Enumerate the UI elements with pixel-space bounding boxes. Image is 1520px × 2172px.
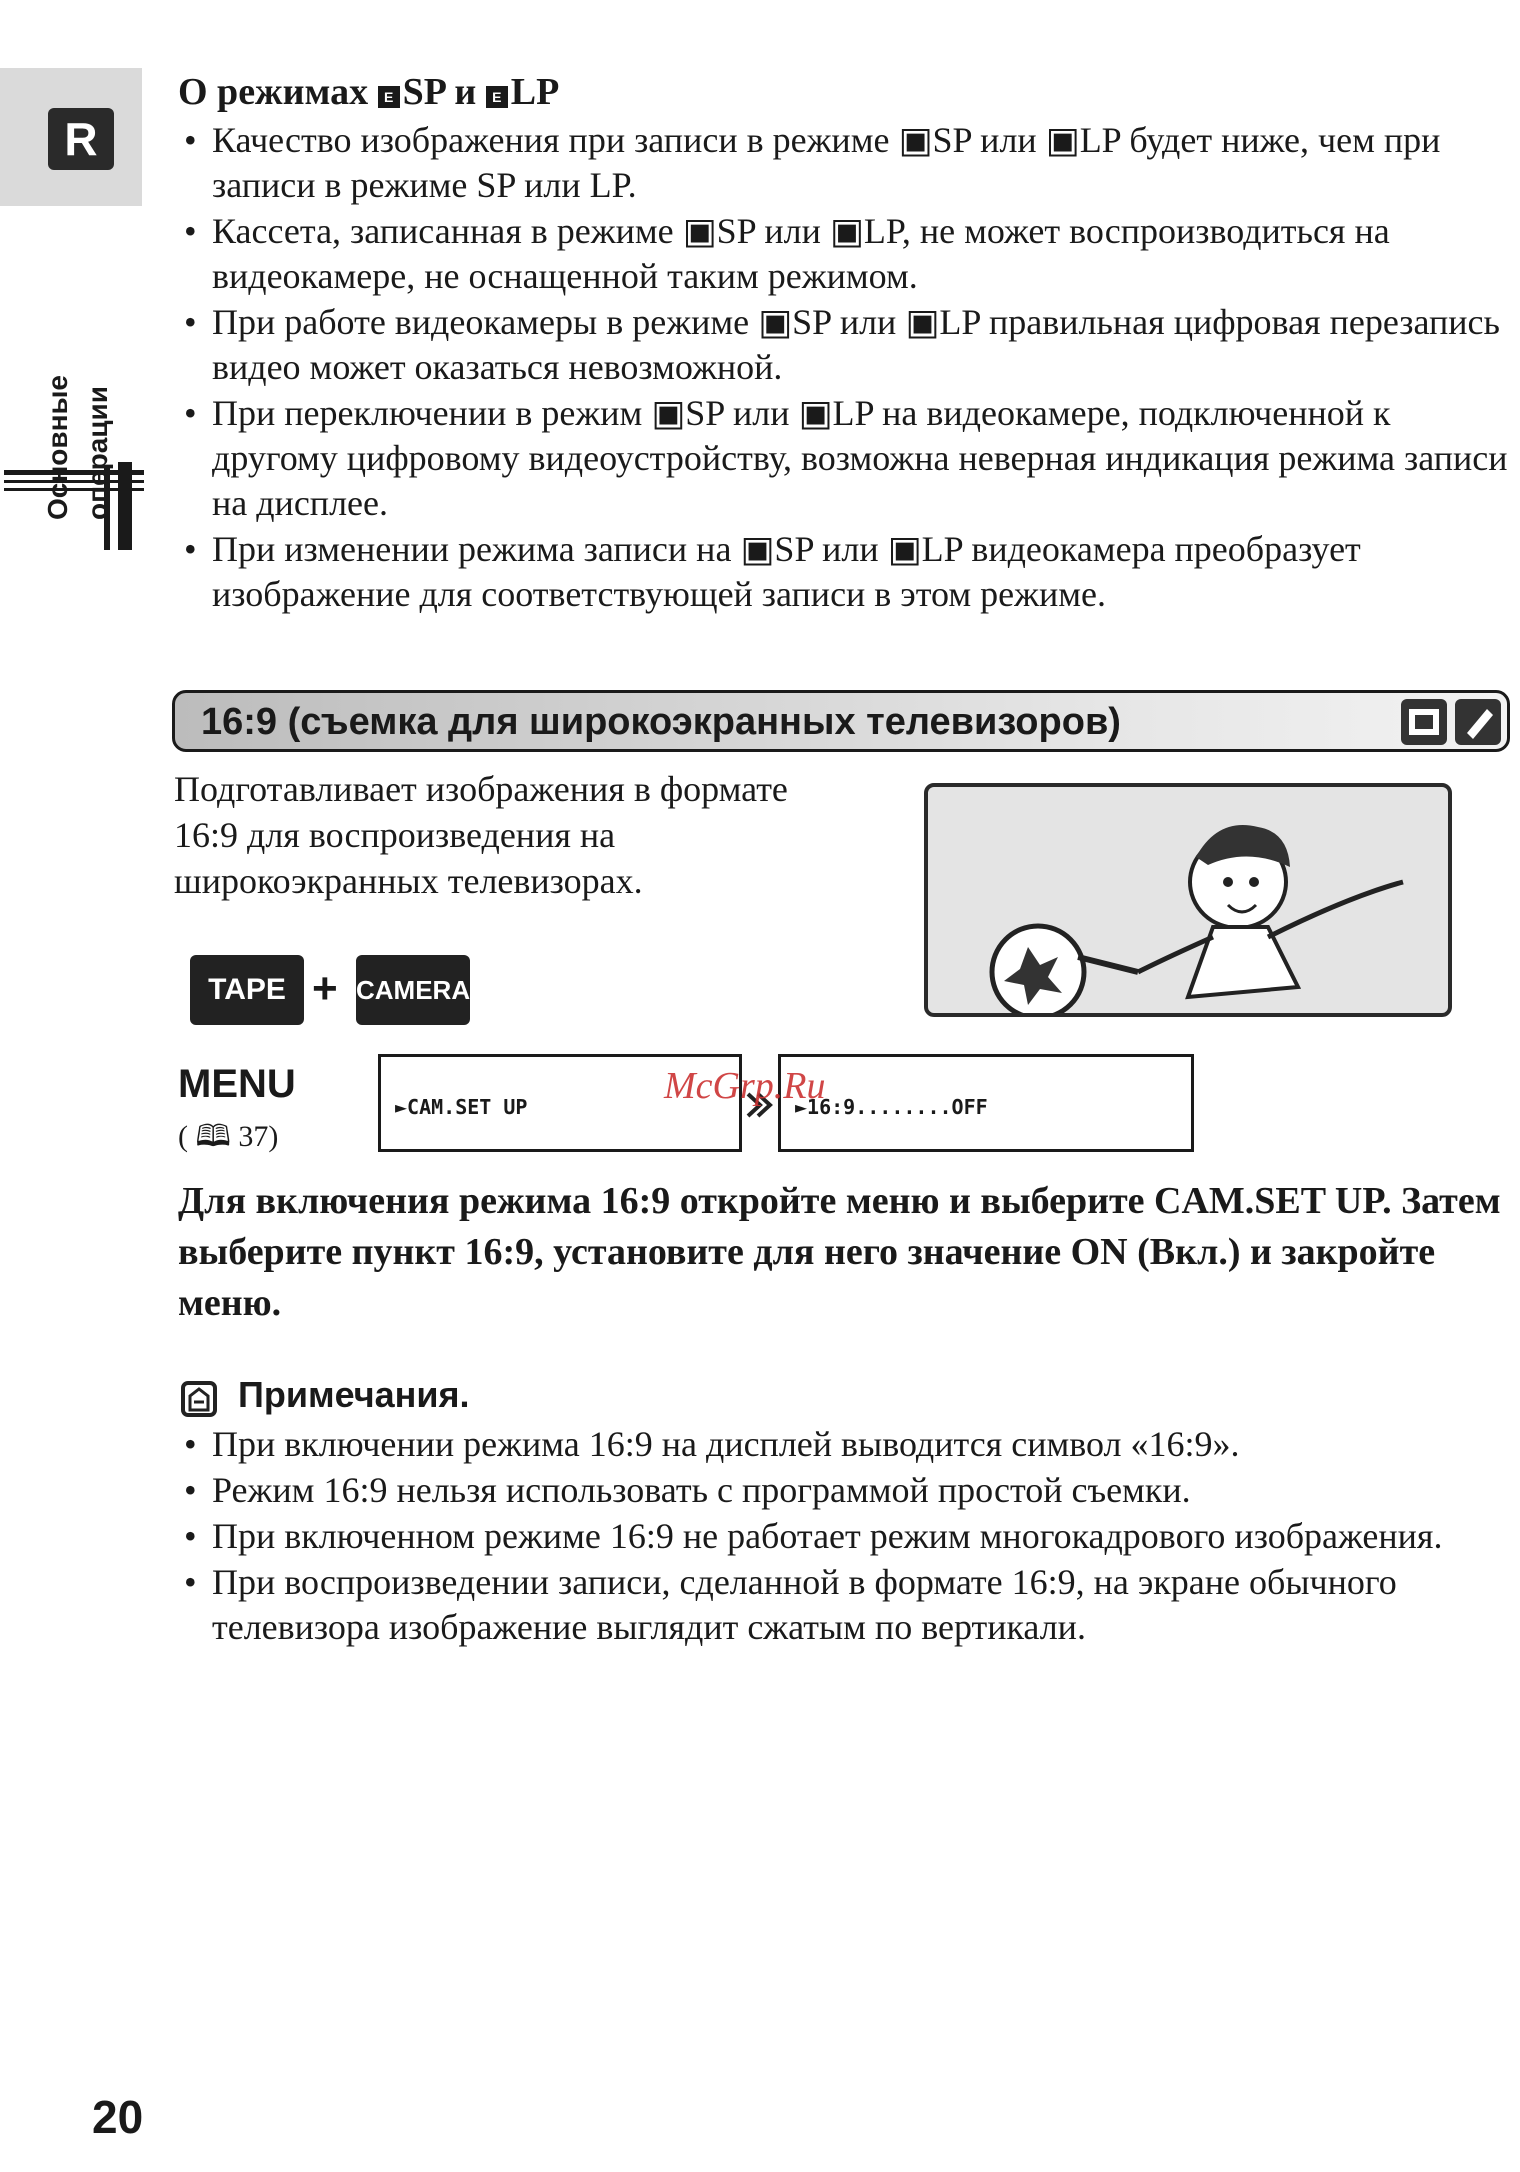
- page-number: 20: [92, 2091, 144, 2143]
- menu-screen-1: ►CAM.SET UP: [378, 1054, 742, 1152]
- side-label-line1: Основные: [42, 375, 73, 520]
- section-title: О режимах E SP и E LP: [178, 71, 560, 113]
- page-reference: ( 🕮 37): [178, 1120, 279, 1153]
- notes-title: Примечания.: [238, 1374, 470, 1415]
- list-item: • При включении режима 16:9 на дисплей выводится символ «16:9».: [178, 1422, 1508, 1467]
- e-mode-icon: E: [486, 86, 508, 108]
- list-item: • При переключении в режим ▣SP или ▣LP на видеокамере, подключенной к другому цифровому видеоустройству, возможна неверная индикация режима записи на дисплее.: [178, 391, 1508, 526]
- menu-label: MENU: [178, 1062, 296, 1106]
- menu-screen-2: ►16:9........OFF: [778, 1054, 1194, 1152]
- instruction-text: Для включения режима 16:9 откройте меню и выберите CAM.SET UP. Затем выберите пункт 16:9, установите для него значение ON (Вкл.) и закройте меню.: [178, 1180, 1501, 1324]
- list-item: • При воспроизведении записи, сделанной в формате 16:9, на экране обычного телевизора изображение выглядит сжатым по вертикали.: [178, 1560, 1508, 1650]
- feature-intro: Подготавливает изображения в формате 16:9 для воспроизведения на широкоэкранных телевизорах.: [174, 769, 788, 901]
- tennis-girl-illustration: [924, 783, 1452, 1017]
- list-item: • При включенном режиме 16:9 не работает режим многокадрового изображения.: [178, 1514, 1508, 1559]
- side-section-label: [38, 280, 128, 520]
- watermark: McGrp.Ru: [664, 1065, 826, 1107]
- tape-camera-icon: [1401, 699, 1447, 745]
- feature-title: 16:9 (съемка для широкоэкранных телевизоров): [201, 701, 1121, 743]
- about-bullet-list: [178, 118, 1508, 618]
- plus-sign: +: [312, 964, 338, 1013]
- card-icon: [1455, 699, 1501, 745]
- note-icon: [180, 1380, 218, 1418]
- list-item: • Кассета, записанная в режиме ▣SP или ▣LP, не может воспроизводиться на видеокамере, не оснащенной таким режимом.: [178, 209, 1508, 299]
- tape-mode-button: TAPE: [190, 955, 304, 1025]
- side-label-line2: операции: [82, 386, 113, 520]
- e-mode-icon: E: [378, 86, 400, 108]
- list-item: • При работе видеокамеры в режиме ▣SP или ▣LP правильная цифровая перезапись видео может оказаться невозможной.: [178, 300, 1508, 390]
- list-item: • При изменении режима записи на ▣SP или ▣LP видеокамера преобразует изображение для соответствующей записи в этом режиме.: [178, 527, 1508, 617]
- camera-mode-button: CAMERA: [356, 955, 470, 1025]
- notes-list: [178, 1422, 1508, 1651]
- list-item: • Качество изображения при записи в режиме ▣SP или ▣LP будет ниже, чем при записи в режиме SP или LP.: [178, 118, 1508, 208]
- list-item: • Режим 16:9 нельзя использовать с программой простой съемки.: [178, 1468, 1508, 1513]
- feature-banner: [172, 690, 1510, 752]
- language-badge: R: [48, 108, 114, 170]
